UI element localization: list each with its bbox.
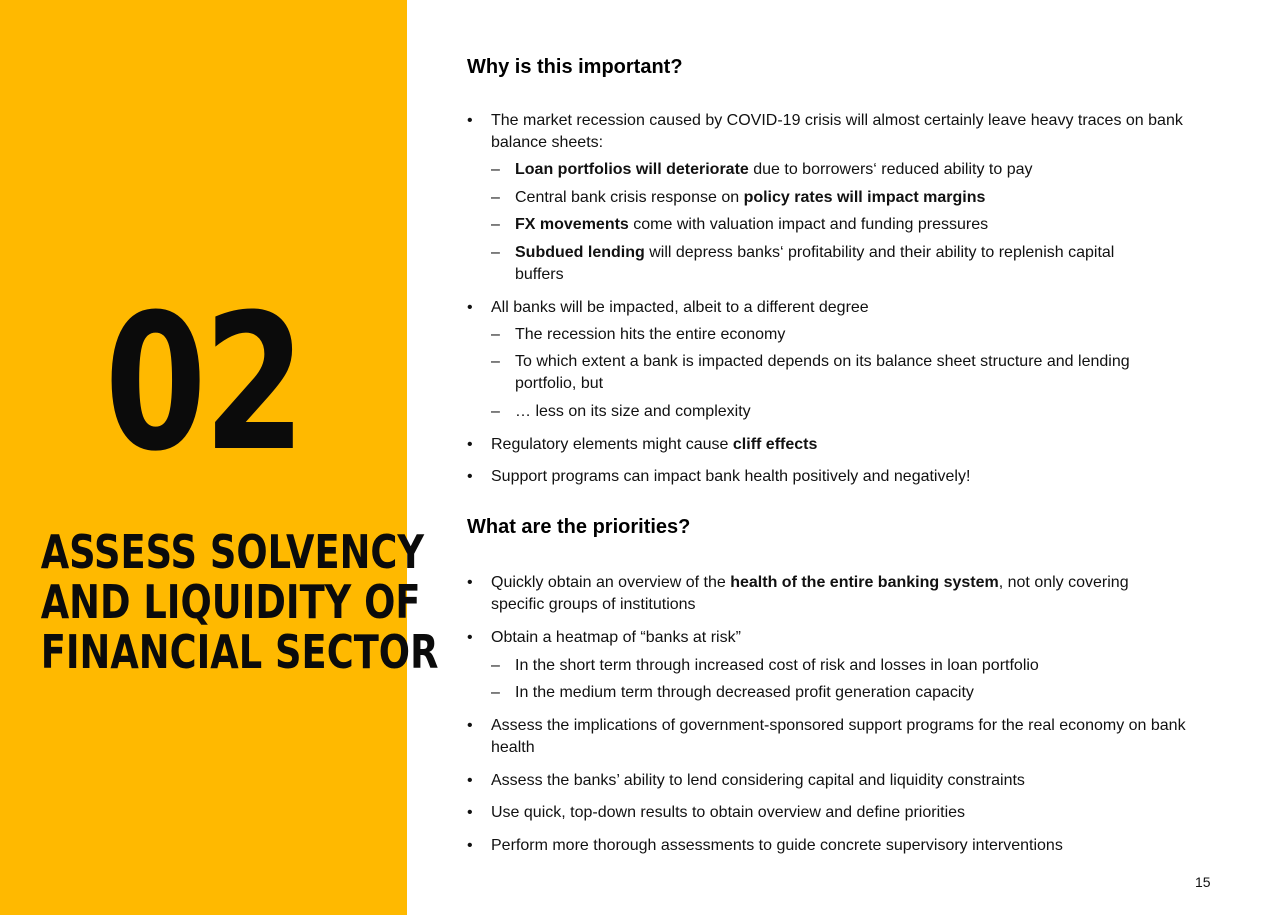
bullet-symbol: • [467, 468, 473, 485]
section-title-line: ASSESS SOLVENCY [40, 525, 425, 579]
bullet-text: Obtain a heatmap of “banks at risk” [491, 629, 741, 646]
bullet-symbol: • [467, 804, 473, 821]
bullet-text: Loan portfolios will deteriorate due to borrowers‘ reduced ability to pay [515, 161, 1033, 178]
bullet-text: In the short term through increased cost of risk and losses in loan portfolio [515, 657, 1039, 674]
section-title-line: AND LIQUIDITY OF [40, 575, 421, 629]
bullet-text: To which extent a bank is impacted depends on its balance sheet structure and lending portfolio, but [515, 353, 1130, 392]
heading-priorities: What are the priorities? [467, 516, 691, 538]
bullet-symbol: • [467, 772, 473, 789]
bullet-text: Use quick, top-down results to obtain overview and define priorities [491, 804, 966, 821]
bullet-text: Central bank crisis response on policy rates will impact margins [515, 189, 986, 206]
bullet-text: Subdued lending will depress banks‘ profitability and their ability to replenish capital buffers [515, 244, 1115, 283]
bullet-symbol: • [467, 717, 473, 734]
section-title-line: FINANCIAL SECTOR [40, 625, 439, 679]
heading-why-important: Why is this important? [467, 56, 683, 78]
dash-symbol: – [491, 403, 500, 420]
bullet-text: Quickly obtain an overview of the health of the entire banking system, not only covering specific groups of institutions [491, 574, 1129, 613]
dash-symbol: – [491, 161, 500, 178]
bullet-text: Support programs can impact bank health positively and negatively! [491, 468, 971, 485]
bullet-text: Assess the banks’ ability to lend considering capital and liquidity constraints [491, 772, 1025, 789]
dash-symbol: – [491, 326, 500, 343]
bullet-text: Assess the implications of government-sponsored support programs for the real economy on bank health [491, 717, 1186, 756]
dash-symbol: – [491, 353, 500, 370]
bullet-text: The market recession caused by COVID-19 crisis will almost certainly leave heavy traces on bank balance sheets: [491, 112, 1183, 151]
dash-symbol: – [491, 657, 500, 674]
dash-symbol: – [491, 216, 500, 233]
bullet-symbol: • [467, 299, 473, 316]
section-title [40, 525, 439, 679]
section-number: 02 [104, 274, 303, 493]
bullet-text: FX movements come with valuation impact and funding pressures [515, 216, 989, 233]
bullet-symbol: • [467, 574, 473, 591]
dash-symbol: – [491, 684, 500, 701]
bullet-text: Perform more thorough assessments to guide concrete supervisory interventions [491, 837, 1063, 854]
bullet-symbol: • [467, 837, 473, 854]
bullet-text: All banks will be impacted, albeit to a different degree [491, 299, 869, 316]
bullet-text: The recession hits the entire economy [515, 326, 786, 343]
left-accent-panel [0, 0, 439, 915]
bullet-text: Regulatory elements might cause cliff effects [491, 436, 818, 453]
bullet-symbol: • [467, 629, 473, 646]
dash-symbol: – [491, 244, 500, 261]
bullet-text: In the medium term through decreased profit generation capacity [515, 684, 974, 701]
bullet-symbol: • [467, 112, 473, 129]
dash-symbol: – [491, 189, 500, 206]
page-number: 15 [1195, 874, 1211, 890]
bullet-text: … less on its size and complexity [515, 403, 751, 420]
bullet-symbol: • [467, 436, 473, 453]
